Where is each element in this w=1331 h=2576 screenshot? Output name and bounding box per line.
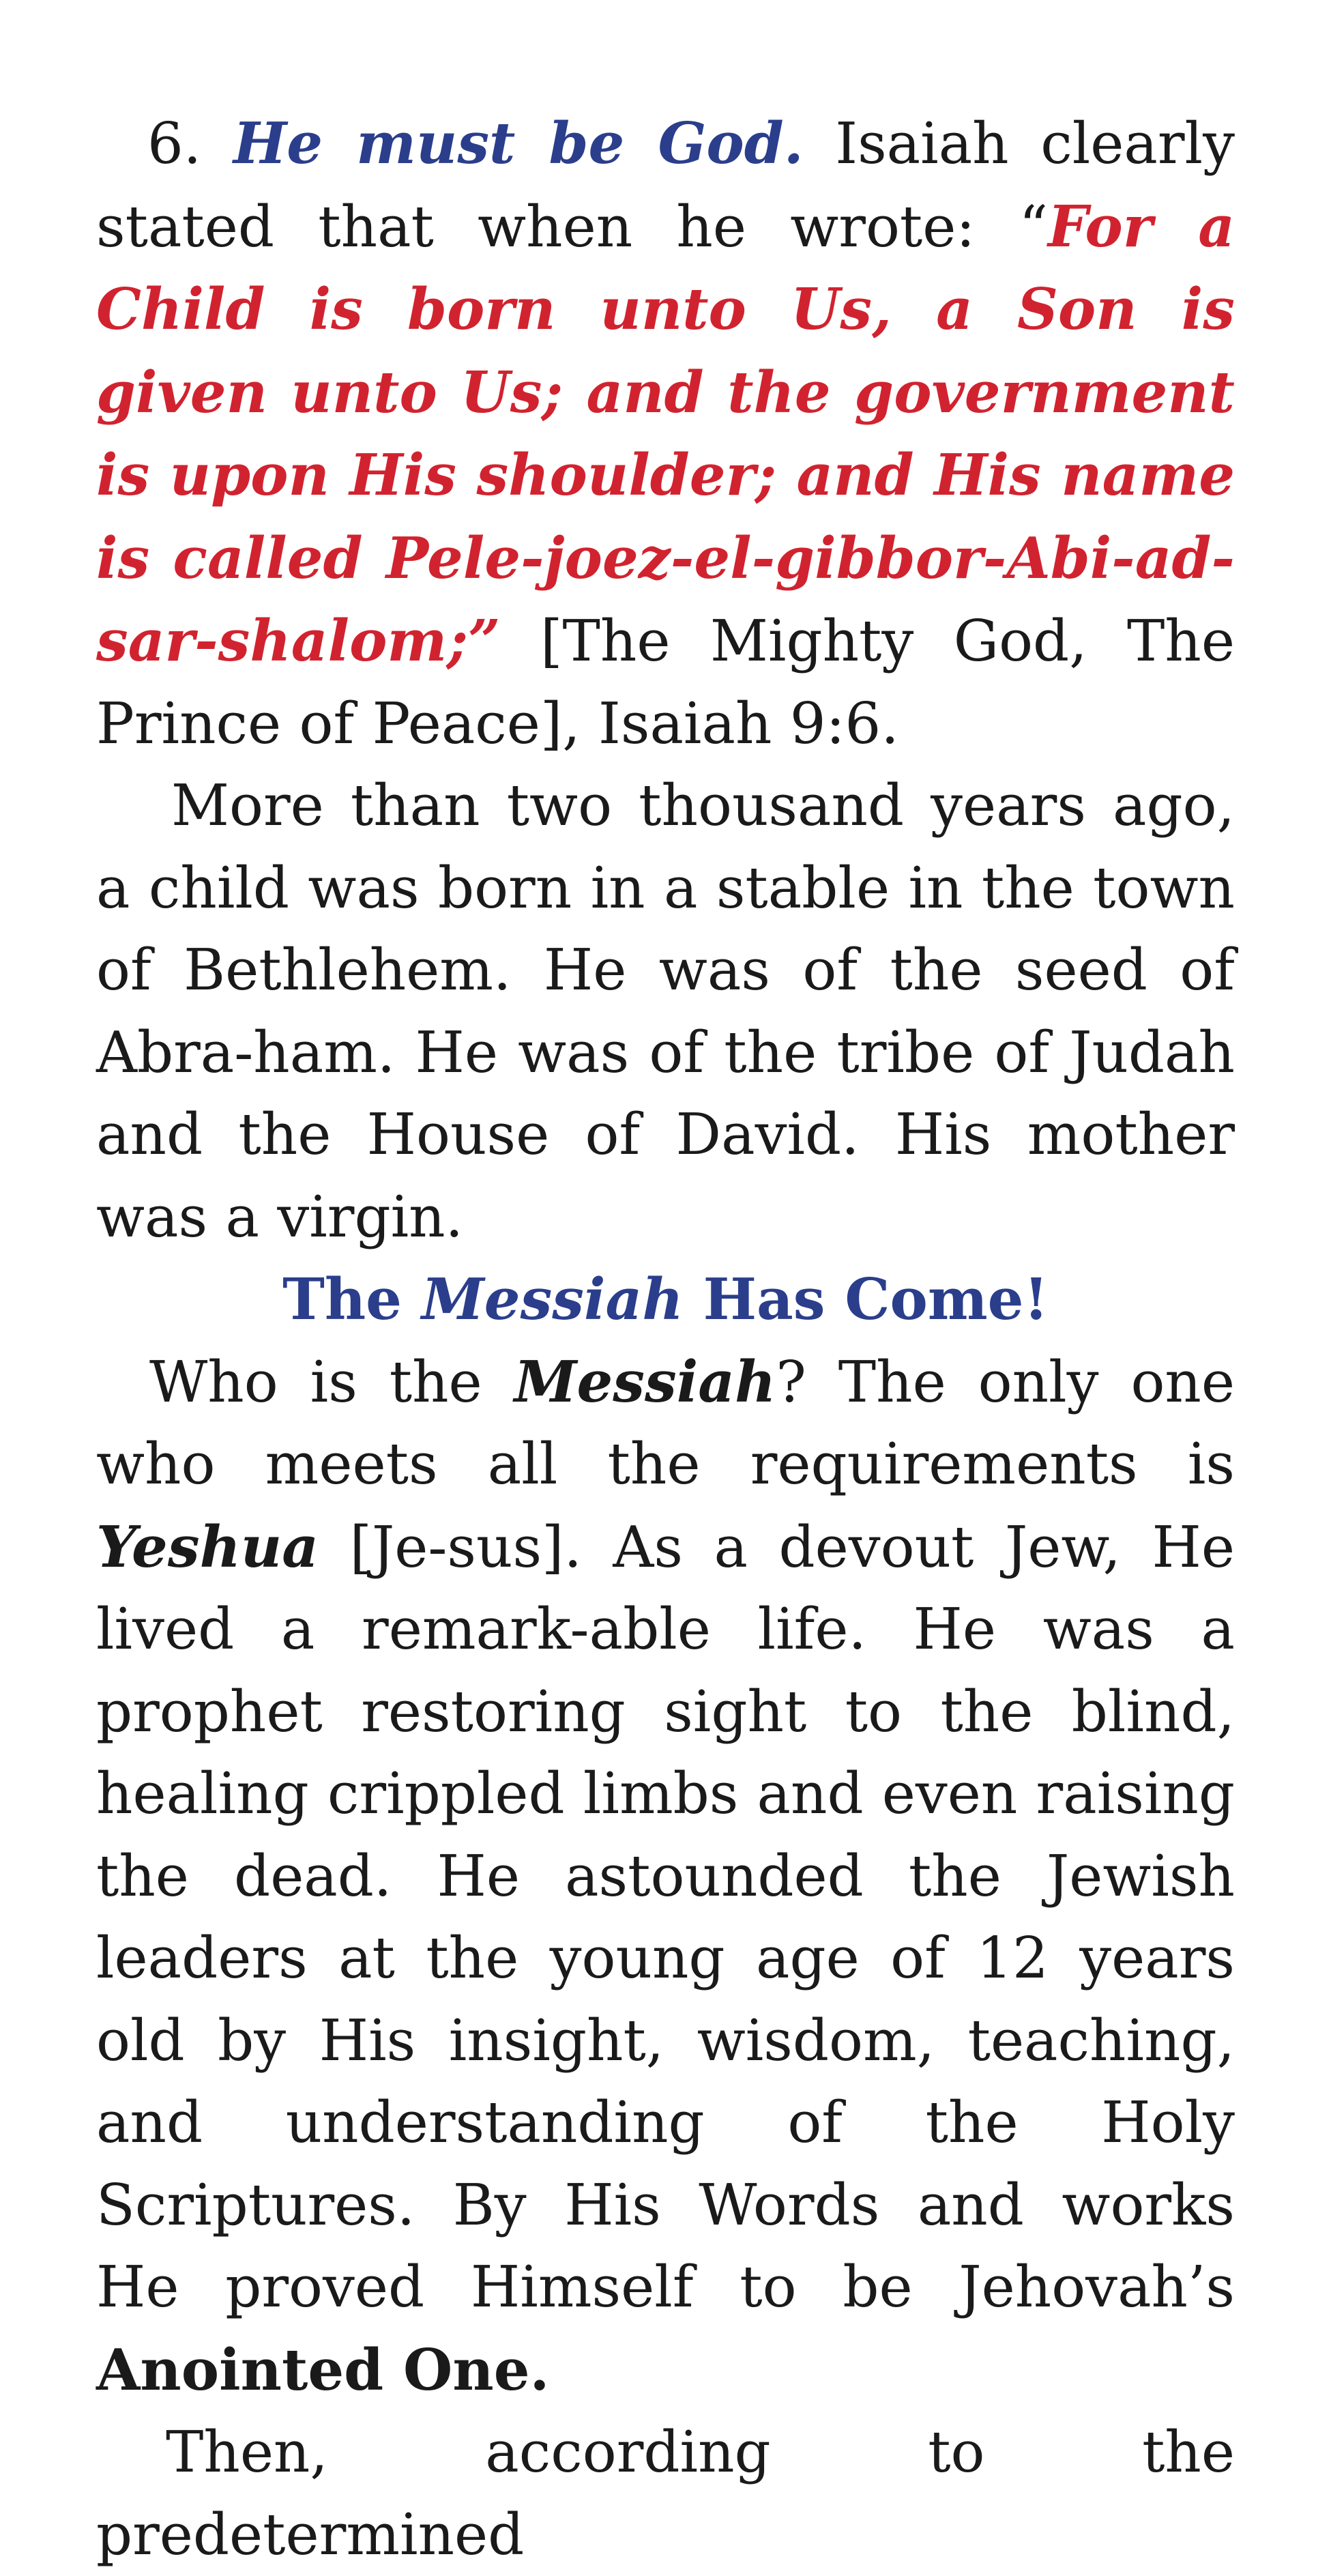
question-middle: ? The only one who meets all the requirements is xyxy=(96,1348,1235,1497)
scripture-quote: For a Child is born unto Us, a Son is given unto Us; and the government is upon His shoulder; and His name is called Pele-joez-el-gibbor-Abi-ad-sar-shalom;” xyxy=(96,192,1235,674)
heading-part-3: Has Come! xyxy=(683,1266,1049,1333)
yeshua-emphasis: Yeshua xyxy=(96,1513,319,1580)
heading-part-1: The xyxy=(282,1266,422,1333)
intro-text: Isaiah clearly stated that when he wrote: “ xyxy=(96,111,1235,260)
messiah-emphasis: Messiah xyxy=(514,1348,776,1415)
paragraph-who-is-messiah xyxy=(96,1341,1235,2412)
anointed-one-emphasis: Anointed One. xyxy=(96,2336,550,2403)
paragraph-requirement-6 xyxy=(96,102,1235,765)
then-text: Then, according to the predetermined xyxy=(96,2419,1235,2568)
heading-messiah: Messiah xyxy=(421,1266,684,1333)
birth-text: More than two thousand years ago, a child was born in a stable in the town of Bethlehem. He was of the seed of Abra-ham. He was of the tribe of Judah and the House of David. His mother was a virgin. xyxy=(96,772,1235,1250)
document-page xyxy=(96,102,1235,2576)
question-start: Who is the xyxy=(149,1348,514,1415)
item-number: 6. xyxy=(147,111,233,177)
requirement-title: He must be God. xyxy=(233,110,804,177)
section-heading xyxy=(96,1258,1235,1341)
paragraph-then xyxy=(96,2412,1235,2576)
translation-reference: [The Mighty God, The Prince of Peace], Isaiah 9:6. xyxy=(96,608,1235,757)
paragraph-birth xyxy=(96,765,1235,1258)
life-description: [Je-sus]. As a devout Jew, He lived a remark-able life. He was a prophet restoring sight to the blind, healing crippled limbs and even raising the dead. He astounded the Jewish leaders at the young age of 12 years old by His insight, wisdom, teaching, and understanding of the Holy Scriptures. By His Words and works He proved Himself to be Jehovah’s xyxy=(96,1514,1235,2320)
